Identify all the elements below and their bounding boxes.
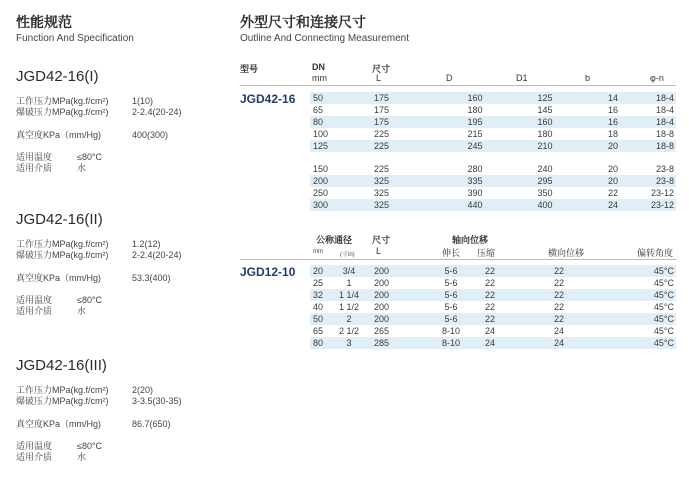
- t1-cell: 440: [440, 199, 510, 211]
- t2-header-rule: [240, 259, 676, 260]
- t1-col-D: D: [446, 73, 453, 83]
- right-title-cn: 外型尺寸和连接尺寸: [240, 14, 366, 30]
- spec-medium-label: 适用介质: [16, 163, 53, 173]
- t2-cell: 200: [374, 278, 390, 288]
- spec-vacuum-label: 真空度KPa（mm/Hg): [16, 130, 102, 140]
- t1-cell: 195: [440, 116, 510, 128]
- t2-cell: 8-10: [436, 337, 466, 349]
- t1-col-b: b: [585, 73, 591, 83]
- t2-cell: 200: [370, 265, 436, 277]
- right-title-en: Outline And Connecting Measurement: [240, 33, 409, 44]
- t2-cell: 5-6: [444, 302, 458, 312]
- t2-compress-header: 压缩: [477, 248, 496, 258]
- spec-temp-label: 适用温度: [16, 295, 53, 305]
- spec-medium-value: 水: [77, 163, 87, 173]
- spec-burst-pressure-label: 爆破压力MPa(kg.f/cm²): [16, 107, 109, 117]
- t1-dn-unit: mm: [312, 73, 327, 83]
- spec-vacuum-label: 真空度KPa（mm/Hg): [16, 419, 102, 429]
- spec-work-pressure-value: 2(20): [132, 385, 154, 395]
- t2-extend-header: 伸长: [442, 248, 461, 258]
- table-row: [310, 104, 676, 116]
- t2-size-header: 尺寸: [372, 235, 391, 245]
- t1-cell: 23-12: [646, 199, 676, 211]
- spec-temp-value: ≤80°C: [77, 441, 103, 451]
- t2-cell: 2: [328, 313, 370, 325]
- t2-cell: 1 1/4: [328, 289, 370, 301]
- t2-cell: 45°C: [653, 326, 674, 336]
- t1-cell: 400: [510, 199, 580, 211]
- t2-cell: 40: [313, 302, 324, 312]
- t2-cell: 45°C: [604, 265, 676, 277]
- t2-cell: 25: [313, 278, 324, 288]
- t2-cell: 8-10: [441, 326, 460, 336]
- spec-burst-pressure-label: 爆破压力MPa(kg.f/cm²): [16, 250, 109, 260]
- t2-cell: 45°C: [604, 337, 676, 349]
- t2-cell: 1 1/2: [338, 302, 360, 312]
- t2-cell: 22: [466, 313, 514, 325]
- t1-cell: 325: [370, 199, 440, 211]
- t2-axial-header: 轴向位移: [452, 235, 489, 245]
- t1-cell: 20: [580, 175, 646, 187]
- t2-cell: 20: [310, 265, 328, 277]
- t1-cell: 325: [374, 188, 390, 198]
- spec-work-pressure-label: 工作压力MPa(kg.f/cm²): [16, 239, 109, 249]
- t1-cell: 295: [510, 175, 580, 187]
- t1-cell: 225: [374, 129, 390, 139]
- left-title-en: Function And Specification: [16, 33, 134, 44]
- t2-cell: 24: [466, 337, 514, 349]
- t1-cell: 180: [467, 105, 483, 115]
- t1-cell: 240: [537, 164, 553, 174]
- t1-cell: 245: [440, 140, 510, 152]
- t1-cell: 16: [607, 105, 618, 115]
- t2-nominal-header: 公称通径: [316, 235, 353, 245]
- t2-cell: 22: [514, 313, 604, 325]
- t1-cell: 24: [580, 199, 646, 211]
- t2-cell: 22: [484, 278, 495, 288]
- t1-cell: 125: [510, 92, 580, 104]
- spec-work-pressure-value: 1.2(12): [132, 239, 161, 249]
- spec-work-pressure-label: 工作压力MPa(kg.f/cm²): [16, 385, 109, 395]
- table-row: [310, 277, 676, 289]
- t2-table: [310, 265, 676, 349]
- t1-cell: 23-12: [650, 188, 674, 198]
- table-gap-row: [310, 152, 676, 163]
- spec-medium-label: 适用介质: [16, 452, 53, 462]
- t1-size-header: 尺寸: [372, 64, 391, 74]
- t1-col-L: L: [376, 73, 382, 83]
- spec-vacuum-value: 53.3(400): [132, 273, 171, 283]
- t1-cell: 160: [440, 92, 510, 104]
- t1-dn-header: DN: [312, 62, 325, 72]
- spec-vacuum-label: 真空度KPa（mm/Hg): [16, 273, 102, 283]
- spec-model-name: JGD42-16(II): [16, 211, 103, 228]
- t1-cell: 210: [510, 140, 580, 152]
- table-row: [310, 325, 676, 337]
- t1-cell: 18: [607, 129, 618, 139]
- table-row: [310, 163, 676, 175]
- spec-work-pressure-value: 1(10): [132, 96, 154, 106]
- table-row: [310, 199, 676, 211]
- t1-cell: 65: [313, 105, 324, 115]
- spec-burst-pressure-value: 2-2.4(20-24): [132, 250, 182, 260]
- t1-cell: 18-4: [655, 105, 674, 115]
- t1-cell: 250: [313, 188, 329, 198]
- t1-cell: 335: [440, 175, 510, 187]
- t2-cell: 200: [370, 313, 436, 325]
- t1-cell: 225: [370, 140, 440, 152]
- t1-col-D1: D1: [516, 73, 528, 83]
- t2-cell: 80: [310, 337, 328, 349]
- spec-temp-value: ≤80°C: [77, 152, 103, 162]
- spec-temp-label: 适用温度: [16, 441, 53, 451]
- spec-burst-pressure-value: 3-3.5(30-35): [132, 396, 182, 406]
- t2-deflection-header: 偏转角度: [637, 248, 674, 258]
- table-row: [310, 337, 676, 349]
- t1-cell: 175: [370, 116, 440, 128]
- t1-cell: 200: [310, 175, 370, 187]
- t1-cell: 300: [310, 199, 370, 211]
- t1-cell: 22: [607, 188, 618, 198]
- t2-unit-mm: mm: [313, 249, 323, 255]
- t1-cell: 23-8: [646, 175, 676, 187]
- t2-cell: 285: [370, 337, 436, 349]
- t2-cell: 22: [466, 265, 514, 277]
- t1-cell: 18-8: [655, 129, 674, 139]
- t2-cell: 22: [514, 289, 604, 301]
- spec-burst-pressure-value: 2-2.4(20-24): [132, 107, 182, 117]
- t2-cell: 32: [310, 289, 328, 301]
- table-row: [310, 301, 676, 313]
- table-row: [310, 140, 676, 152]
- t2-cell: 5-6: [436, 313, 466, 325]
- spec-medium-value: 水: [77, 452, 87, 462]
- t2-cell: 200: [370, 289, 436, 301]
- t2-cell: 3: [328, 337, 370, 349]
- t1-cell: 16: [580, 116, 646, 128]
- t1-cell: 145: [537, 105, 553, 115]
- spec-temp-value: ≤80°C: [77, 295, 103, 305]
- t1-cell: 280: [467, 164, 483, 174]
- t1-cell: 390: [467, 188, 483, 198]
- table-row: [310, 265, 676, 277]
- table-row: [310, 175, 676, 187]
- t2-cell: 45°C: [604, 313, 676, 325]
- spec-work-pressure-label: 工作压力MPa(kg.f/cm²): [16, 96, 109, 106]
- t1-cell: 225: [374, 164, 390, 174]
- t2-lateral-header: 横向位移: [548, 248, 585, 258]
- t2-cell: 5-6: [436, 265, 466, 277]
- table-row: [310, 128, 676, 140]
- t1-cell: 175: [374, 105, 390, 115]
- t2-cell: 5-6: [436, 289, 466, 301]
- table-row: [310, 313, 676, 325]
- t1-cell: 325: [370, 175, 440, 187]
- t2-size-sub: L: [376, 246, 382, 256]
- t1-cell: 23-8: [655, 164, 674, 174]
- t1-table: [310, 92, 676, 211]
- t1-cell: 350: [537, 188, 553, 198]
- t1-model-header: 型号: [240, 64, 259, 74]
- t2-cell: 50: [310, 313, 328, 325]
- table-row: [310, 116, 676, 128]
- t1-cell: 175: [370, 92, 440, 104]
- t1-col-phi-n: φ-n: [650, 73, 664, 83]
- t2-cell: 2 1/2: [338, 326, 360, 336]
- t1-header-rule: [240, 85, 676, 86]
- spec-model-name: JGD42-16(III): [16, 357, 107, 374]
- t2-cell: 5-6: [444, 278, 458, 288]
- t1-cell: 160: [510, 116, 580, 128]
- t2-model-name: JGD12-10: [240, 265, 296, 279]
- t1-cell: 180: [537, 129, 553, 139]
- t1-cell: 18-8: [646, 140, 676, 152]
- t2-cell: 65: [313, 326, 324, 336]
- t2-cell: 24: [514, 337, 604, 349]
- spec-vacuum-value: 86.7(650): [132, 419, 171, 429]
- t2-cell: 22: [514, 265, 604, 277]
- spec-medium-value: 水: [77, 306, 87, 316]
- t2-cell: 24: [553, 326, 564, 336]
- t1-cell: 80: [310, 116, 370, 128]
- t1-cell: 18-4: [646, 92, 676, 104]
- t1-cell: 100: [313, 129, 329, 139]
- spec-burst-pressure-label: 爆破压力MPa(kg.f/cm²): [16, 396, 109, 406]
- t2-cell: 24: [484, 326, 495, 336]
- t2-cell: 45°C: [604, 289, 676, 301]
- t2-cell: 200: [374, 302, 390, 312]
- spec-model-name: JGD42-16(I): [16, 68, 99, 85]
- t1-cell: 18-4: [646, 116, 676, 128]
- table-row: [310, 187, 676, 199]
- t2-cell: 1: [346, 278, 352, 288]
- t2-cell: 3/4: [328, 265, 370, 277]
- t1-cell: 20: [580, 140, 646, 152]
- spec-vacuum-value: 400(300): [132, 130, 169, 140]
- t1-model-name: JGD42-16: [240, 92, 296, 106]
- t1-cell: 150: [313, 164, 329, 174]
- t2-cell: 45°C: [653, 278, 674, 288]
- table-row: [310, 289, 676, 301]
- table-row: [310, 92, 676, 104]
- t2-cell: 45°C: [653, 302, 674, 312]
- t2-unit-in: (寸in): [340, 252, 355, 258]
- spec-temp-label: 适用温度: [16, 152, 53, 162]
- t2-cell: 22: [466, 289, 514, 301]
- left-title-cn: 性能规范: [16, 14, 72, 30]
- t2-cell: 22: [553, 278, 564, 288]
- t1-cell: 50: [310, 92, 370, 104]
- t2-cell: 22: [484, 302, 495, 312]
- t1-cell: 125: [310, 140, 370, 152]
- t2-cell: 22: [553, 302, 564, 312]
- t1-cell: 215: [467, 129, 483, 139]
- t1-cell: 20: [607, 164, 618, 174]
- t2-cell: 265: [374, 326, 390, 336]
- t1-cell: 14: [580, 92, 646, 104]
- spec-medium-label: 适用介质: [16, 306, 53, 316]
